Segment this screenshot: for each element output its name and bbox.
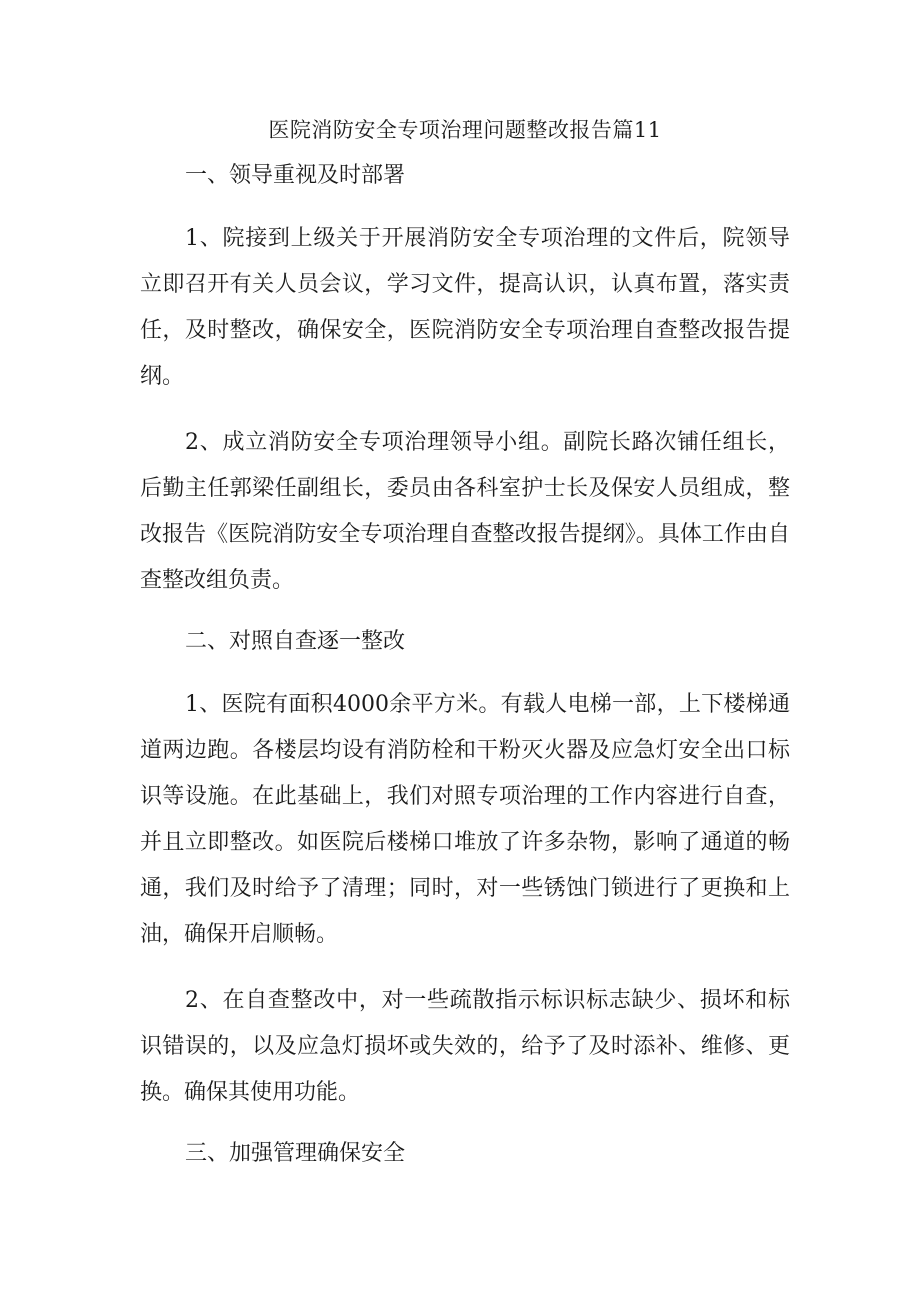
section-heading: 一、领导重视及时部署 <box>185 163 406 188</box>
section-heading: 三、加强管理确保安全 <box>185 1141 406 1166</box>
paragraph: 1、医院有面积4000余平方米。有载人电梯一部，上下楼梯通道两边跑。各楼层均设有消防栓和干粉灭火器及应急灯安全出口标识等设施。在此基础上，我们对照专项治理的工作内容进行自查，并且立即整改。如医院后楼梯口堆放了许多杂物，影响了通道的畅通，我们及时给予了清理；同时，对一些锈蚀门锁进行了更换和上油，确保开启顺畅。 <box>140 692 790 947</box>
paragraph: 2、成立消防安全专项治理领导小组。副院长路次铺任组长，后勤主任郭梁任副组长，委员由各科室护士长及保安人员组成，整改报告《医院消防安全专项治理自查整改报告提纲》。具体工作由自查整改组负责。 <box>140 430 790 593</box>
section-2 <box>140 624 790 1116</box>
section-1 <box>140 158 790 604</box>
paragraph: 1、院接到上级关于开展消防安全专项治理的文件后，院领导立即召开有关人员会议，学习文件，提高认识，认真布置，落实责任，及时整改，确保安全，医院消防安全专项治理自查整改报告提纲。 <box>140 226 790 389</box>
document-page <box>140 112 790 1194</box>
document-title: 医院消防安全专项治理问题整改报告篇11 <box>268 118 662 142</box>
section-heading: 二、对照自查逐一整改 <box>185 629 406 654</box>
paragraph: 2、在自查整改中，对一些疏散指示标识标志缺少、损坏和标识错误的，以及应急灯损坏或失效的，给予了及时添补、维修、更换。确保其使用功能。 <box>140 988 790 1105</box>
section-3 <box>140 1136 790 1172</box>
